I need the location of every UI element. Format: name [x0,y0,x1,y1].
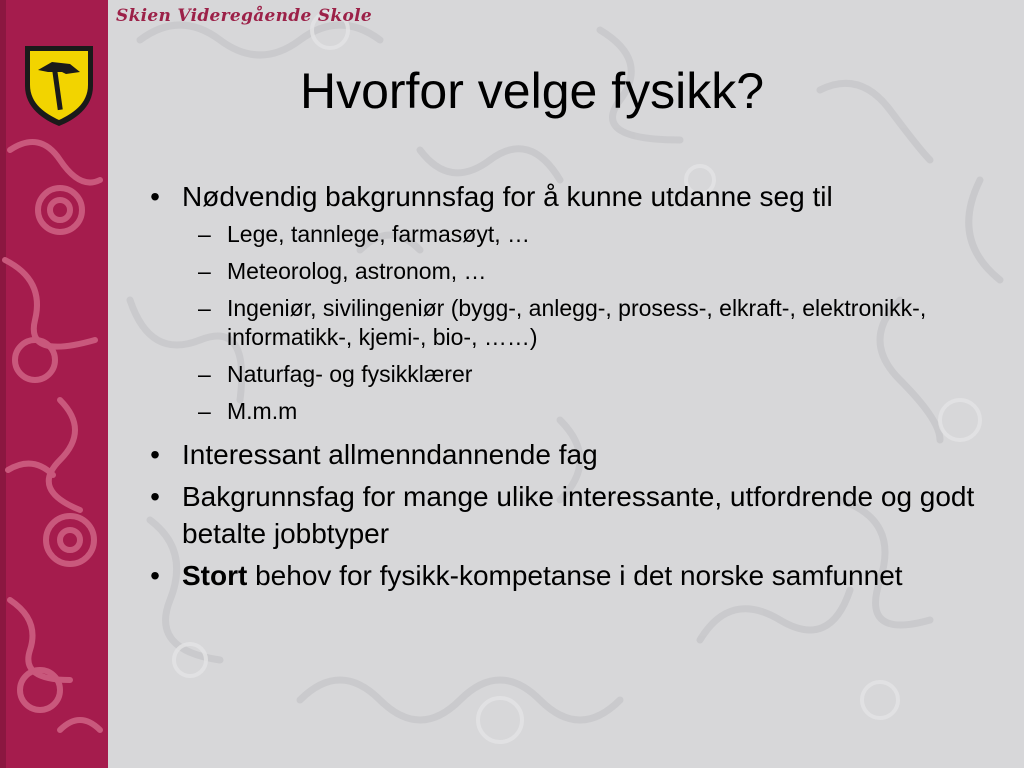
sub-item-text: M.m.m [227,398,298,424]
sub-list [140,220,1024,426]
sub-item-text: Lege, tannlege, farmasøyt, … [227,221,530,247]
sub-item-text: Naturfag- og fysikklærer [227,361,473,387]
dash-marker: – [198,258,211,284]
dash-marker: – [198,398,211,424]
sub-item [140,397,1024,426]
dash-marker: – [198,221,211,247]
sub-item [140,220,1024,249]
bullet-marker: • [150,481,160,512]
bullet-marker: • [150,439,160,470]
school-name: Skien Videregående Skole [116,6,372,26]
slide-content [140,178,1024,599]
sub-item [140,294,1024,352]
bullet-text: Bakgrunnsfag for mange ulike interessante, utfordrende og godt betalte jobbtyper [182,481,975,549]
bullet-bold-text: Stort [182,560,248,591]
dash-marker: – [198,295,211,321]
sub-item-text: Meteorolog, astronom, … [227,258,487,284]
sub-item-text: Ingeniør, sivilingeniør (bygg-, anlegg-, prosess-, elkraft-, elektronikk-, informatikk-, kjemi-, bio-, ……) [227,295,927,350]
bullet-item [140,478,1024,552]
bullet-marker: • [150,560,160,591]
bullet-text: Interessant allmenndannende fag [182,439,598,470]
bullet-item [140,178,1024,215]
bullet-text: Nødvendig bakgrunnsfag for å kunne utdanne seg til [182,181,833,212]
slide-title: Hvorfor velge fysikk? [299,63,765,119]
bullet-item [140,436,1024,473]
dash-marker: – [198,361,211,387]
bullet-item [140,557,1024,594]
bullet-marker: • [150,181,160,212]
bullet-text: behov for fysikk-kompetanse i det norske samfunnet [247,560,903,591]
sub-item [140,257,1024,286]
sub-item [140,360,1024,389]
